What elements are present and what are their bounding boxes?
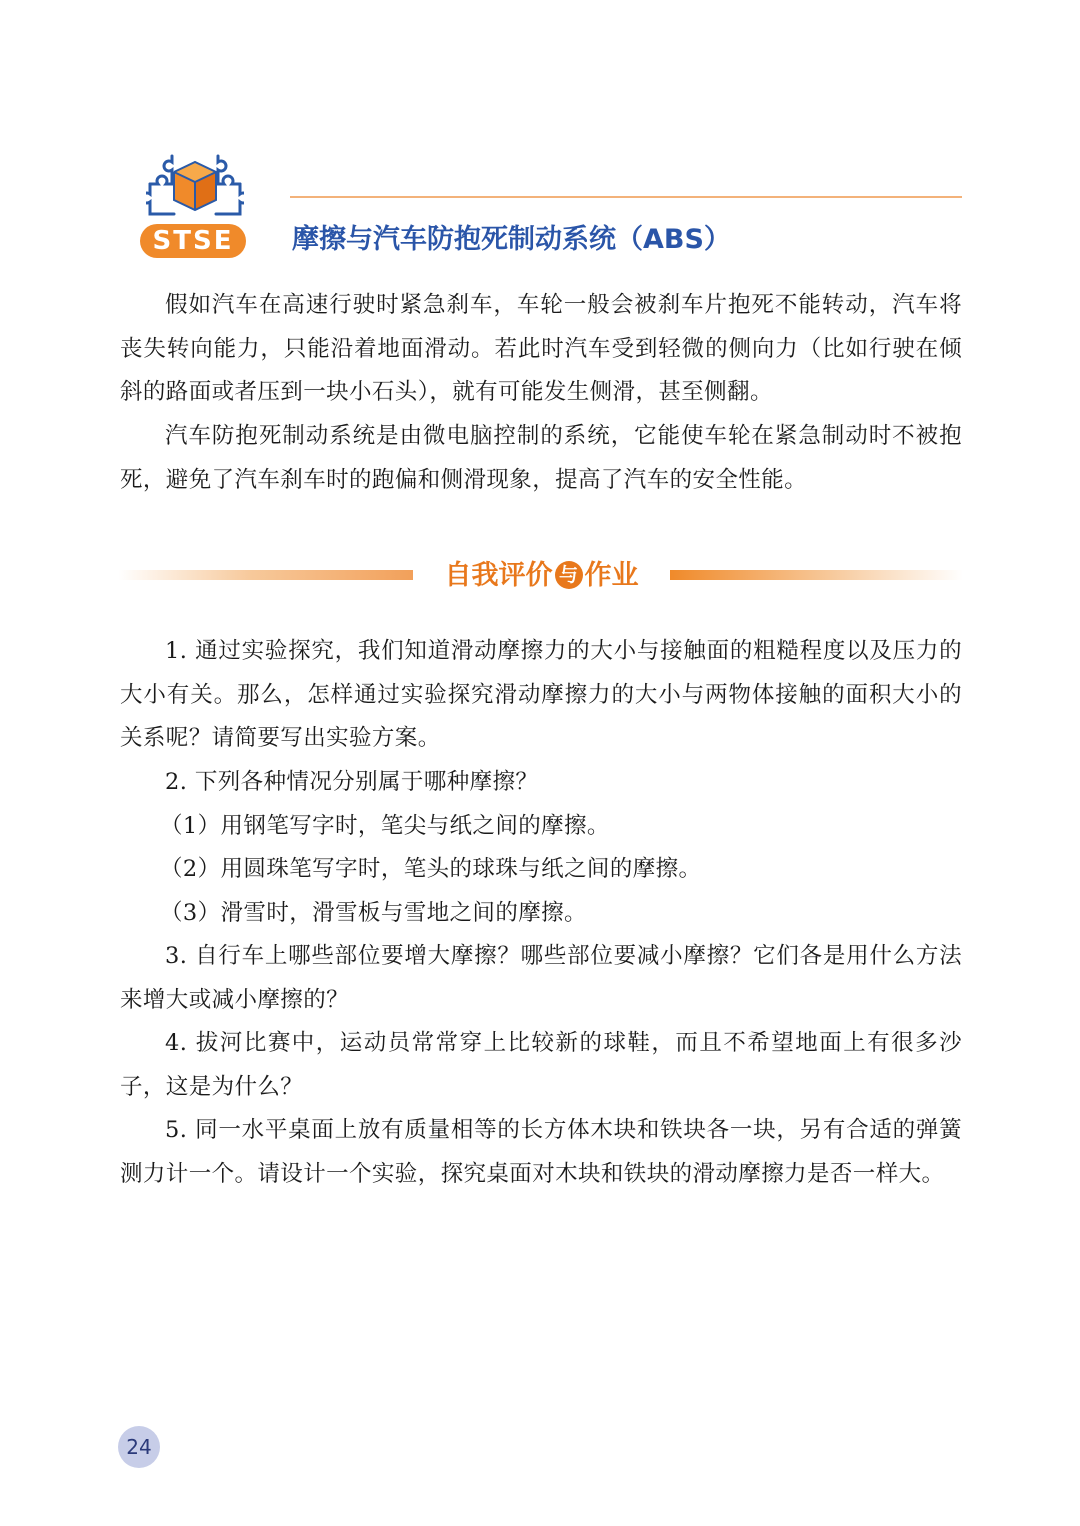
question-1: 1. 通过实验探究，我们知道滑动摩擦力的大小与接触面的粗糙程度以及压力的大小有关。那么，怎样通过实验探究滑动摩擦力的大小与两物体接触的面积大小的关系呢？请简要写出实验方案。 xyxy=(120,638,962,751)
section-heading-left: 自我评价 xyxy=(444,560,553,591)
section-heading xyxy=(413,556,670,596)
question-2-item-2: （2）用圆珠笔写字时，笔头的球珠与纸之间的摩擦。 xyxy=(160,856,702,882)
section-heading-right: 作业 xyxy=(584,560,639,591)
section-divider-left xyxy=(118,570,413,580)
page-number: 24 xyxy=(118,1426,160,1468)
stse-paragraph: 汽车防抱死制动系统是由微电脑控制的系统，它能使车轮在紧急制动时不被抱死，避免了汽车刹车时的跑偏和侧滑现象，提高了汽车的安全性能。 xyxy=(120,423,962,493)
stse-divider xyxy=(290,196,962,198)
stse-logo xyxy=(140,150,250,260)
puzzle-cube-icon xyxy=(146,154,244,220)
stse-badge: STSE xyxy=(140,224,246,258)
section-heading-badge: 与 xyxy=(555,561,583,589)
stse-title: 摩擦与汽车防抱死制动系统（ABS） xyxy=(292,224,731,255)
question-2-item-3: （3）滑雪时，滑雪板与雪地之间的摩擦。 xyxy=(160,900,587,926)
stse-paragraph: 假如汽车在高速行驶时紧急刹车，车轮一般会被刹车片抱死不能转动，汽车将丧失转向能力，只能沿着地面滑动。若此时汽车受到轻微的侧向力（比如行驶在倾斜的路面或者压到一块小石头），就有可能发生侧滑，甚至侧翻。 xyxy=(120,292,962,405)
question-2: 2. 下列各种情况分别属于哪种摩擦？ xyxy=(165,769,539,795)
question-4: 4. 拔河比赛中，运动员常常穿上比较新的球鞋，而且不希望地面上有很多沙子，这是为什么？ xyxy=(120,1030,962,1100)
question-2-item-1: （1）用钢笔写字时，笔尖与纸之间的摩擦。 xyxy=(160,813,610,839)
question-5: 5. 同一水平桌面上放有质量相等的长方体木块和铁块各一块，另有合适的弹簧测力计一个。请设计一个实验，探究桌面对木块和铁块的滑动摩擦力是否一样大。 xyxy=(120,1117,962,1187)
section-divider-right xyxy=(670,570,963,580)
question-3: 3. 自行车上哪些部位要增大摩擦？哪些部位要减小摩擦？它们各是用什么方法来增大或减小摩擦的？ xyxy=(120,943,962,1013)
